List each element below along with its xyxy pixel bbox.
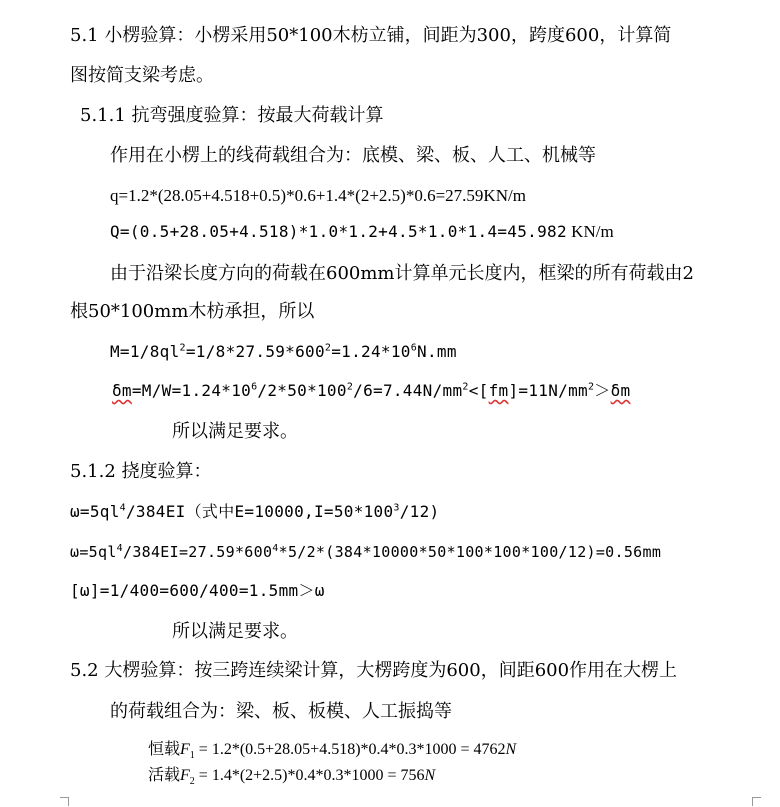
dead-load-label: 恒载 (148, 741, 181, 758)
live-load-formula (148, 764, 435, 788)
dead-load-symbol: F (180, 741, 190, 758)
deflection-formula-2 (70, 540, 661, 564)
paragraph-line-1: 由于沿梁长度方向的荷载在600mm计算单元长度内，框梁的所有荷载由2 (110, 263, 694, 284)
w1-part-a: ω=5ql (70, 502, 120, 521)
sigma-end-symbol: δm (610, 381, 631, 400)
moment-part-d: N.mm (417, 342, 457, 361)
w1-part-b: /384EI（式中E=10000,I=50*100 (126, 502, 394, 521)
Q-formula (110, 220, 614, 244)
q-formula: q=1.2*(28.05+4.518+0.5)*0.6+1.4*(2+2.5)*0.6=27.59KN/m (110, 186, 526, 205)
live-load-expression: = 1.4*(2+2.5)*0.4*0.3*1000 = 756 (194, 767, 425, 784)
allowable-deflection: [ω]=1/400=600/400=1.5mm＞ω (70, 581, 325, 600)
live-load-symbol: F (180, 767, 190, 784)
section-5-2-line-2: 的荷载组合为：梁、板、板模、人工振捣等 (110, 701, 452, 722)
dead-load-formula (148, 738, 516, 762)
conclusion-2: 所以满足要求。 (172, 621, 298, 642)
stress-sup-4: 2 (587, 381, 595, 393)
section-5-1-line-2: 图按简支梁考虑。 (70, 65, 214, 86)
live-load-subscript: 2 (189, 776, 195, 788)
w2-sup-2: 4 (272, 543, 279, 554)
stress-part-c: /6=7.44N/mm (353, 381, 463, 400)
page-corner-mark-left (60, 797, 69, 806)
moment-formula (110, 340, 457, 364)
deflection-formula-1 (70, 500, 439, 524)
moment-part-c: =1.24*10 (331, 342, 411, 361)
stress-sup-3: 2 (462, 381, 469, 393)
paragraph-line-2: 根50*100mm木枋承担，所以 (70, 301, 315, 322)
stress-part-a: =M/W=1.24*10 (131, 381, 252, 400)
page-corner-mark-right (752, 797, 761, 806)
w2-part-c: *5/2*(384*10000*50*100*100*100/12)=0.56mm (278, 543, 662, 561)
w1-sup-1: 4 (119, 502, 126, 514)
Q-formula-unit: KN/m (566, 222, 614, 241)
section-5-1-1-heading: 5.1.1 抗弯强度验算：按最大荷载计算 (80, 105, 384, 126)
w2-part-b: /384EI=27.59*600 (122, 543, 273, 561)
conclusion-1: 所以满足要求。 (172, 421, 298, 442)
sigma-symbol: δm (112, 381, 132, 400)
fm-symbol: fm (488, 381, 509, 400)
stress-formula (112, 379, 630, 403)
w2-part-a: ω=5ql (70, 543, 117, 561)
live-load-unit: N (424, 767, 436, 784)
stress-part-f: ＞ (594, 381, 611, 400)
moment-part-a: M=1/8ql (110, 342, 180, 361)
dead-load-unit: N (505, 741, 517, 758)
dead-load-expression: = 1.2*(0.5+28.05+4.518)*0.4*0.3*1000 = 4762 (194, 741, 506, 758)
stress-sup-1: 6 (251, 381, 258, 393)
moment-sup-3: 6 (410, 342, 418, 354)
stress-part-e: ]=11N/mm (508, 381, 588, 400)
stress-part-d: <[ (468, 381, 489, 400)
stress-part-b: /2*50*100 (257, 381, 347, 400)
live-load-label: 活载 (148, 767, 181, 784)
moment-sup-1: 2 (179, 342, 186, 354)
section-5-1-line-1: 5.1 小楞验算：小楞采用50*100木枋立铺，间距为300，跨度600，计算简 (70, 25, 672, 46)
w1-part-c: /12) (399, 502, 440, 521)
load-combination-text: 作用在小楞上的线荷载组合为：底模、梁、板、人工、机械等 (110, 145, 596, 166)
moment-sup-2: 2 (324, 342, 332, 354)
Q-formula-expression: Q=(0.5+28.05+4.518)*1.0*1.2+4.5*1.0*1.4=45.982 (110, 222, 567, 241)
dead-load-subscript: 1 (189, 750, 195, 762)
stress-sup-2: 2 (346, 381, 354, 393)
section-5-2-line-1: 5.2 大楞验算：按三跨连续梁计算，大楞跨度为600，间距600作用在大楞上 (70, 660, 678, 681)
w1-sup-2: 3 (393, 502, 400, 514)
w2-sup-1: 4 (116, 543, 123, 554)
section-5-1-2-heading: 5.1.2 挠度验算： (70, 461, 212, 482)
moment-part-b: =1/8*27.59*600 (185, 342, 325, 361)
